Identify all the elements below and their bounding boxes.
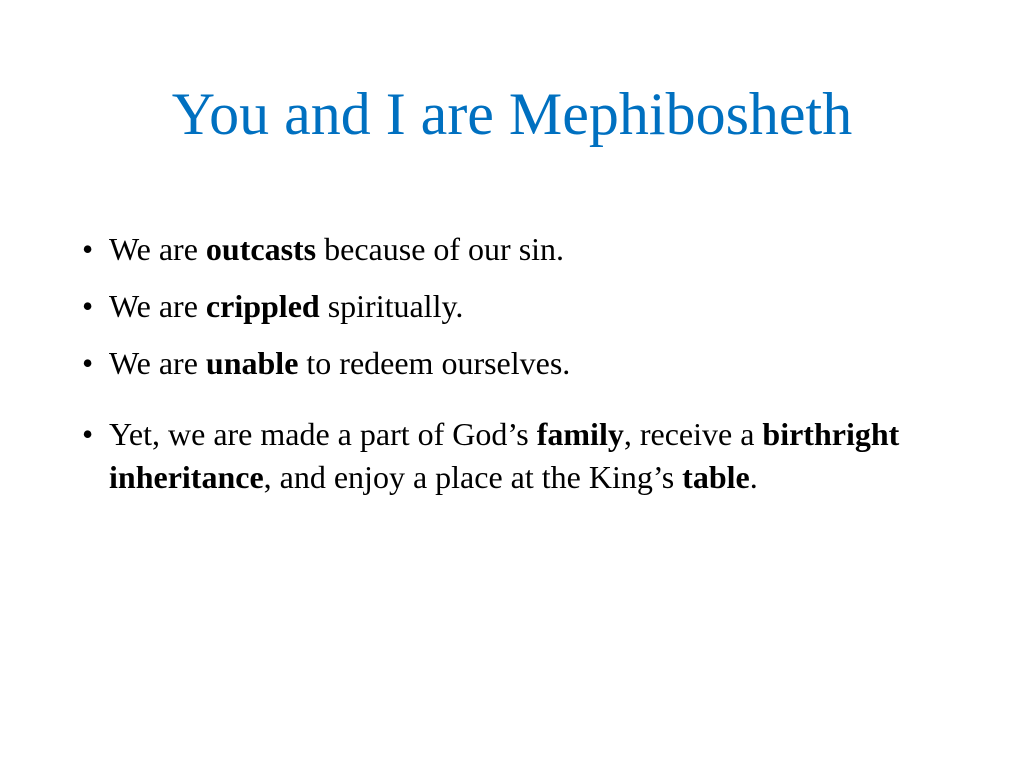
bullet-text-2 [109,288,463,324]
bullet-dot: • [82,231,94,267]
text-run: We are [109,288,206,324]
bullet-list [76,228,956,513]
text-run: spiritually. [319,288,464,324]
bold-term-crippled: crippled [205,288,320,324]
bold-term-unable: unable [205,345,299,381]
bold-term-table: table [682,459,750,495]
bullet-text-1 [109,231,564,267]
bullet-item-2 [76,285,956,328]
bullet-item-1 [76,228,956,271]
text-run: We are [109,231,206,267]
text-run: We are [109,345,206,381]
bullet-text-3 [109,345,570,381]
text-run: . [749,459,758,495]
bold-term-birthright-inheritance: birthright inheritance [109,416,900,495]
bullet-dot: • [82,416,94,452]
bullet-dot: • [82,288,94,324]
bullet-text-4 [109,416,899,495]
text-run: Yet, we are made a part of God’s [109,416,537,452]
bold-term-family: family [536,416,624,452]
bold-term-outcasts: outcasts [205,231,317,267]
text-run: because of our sin. [316,231,565,267]
text-run: , and enjoy a place at the King’s [263,459,683,495]
text-run: to redeem ourselves. [298,345,571,381]
slide-title: You and I are Mephibosheth [171,81,853,147]
bullet-item-3 [76,342,956,385]
bullet-dot: • [82,345,94,381]
bullet-item-4 [76,413,956,499]
text-run: , receive a [623,416,763,452]
